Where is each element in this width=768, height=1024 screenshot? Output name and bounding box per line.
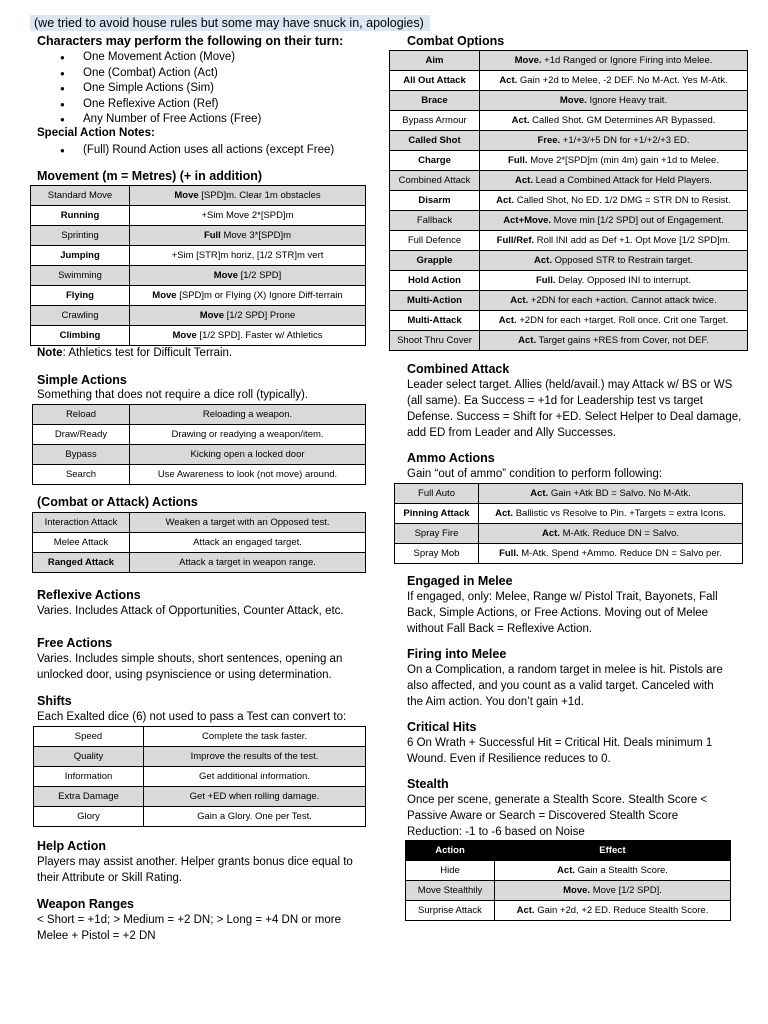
effect-text: [SPD]m. Clear 1m obstacles xyxy=(198,190,321,201)
weapon-ranges-text: < Short = +1d; > Medium = +2 DN; > Long = +4 DN or more Melee + Pistol = +2 DN xyxy=(37,914,341,942)
effect-text: Called Shot, No ED. 1/2 DMG = STR DN to Resist. xyxy=(514,195,731,206)
row-effect xyxy=(130,226,366,246)
table-row xyxy=(395,544,743,564)
table-row xyxy=(34,807,366,827)
row-label: Shoot Thru Cover xyxy=(390,331,480,351)
row-label: Surprise Attack xyxy=(406,901,495,921)
row-label: Ranged Attack xyxy=(33,553,130,573)
row-label: Flying xyxy=(31,286,130,306)
effect-text: Delay. Opposed INI to interrupt. xyxy=(555,275,692,286)
row-effect xyxy=(130,206,366,226)
table-row xyxy=(34,727,366,747)
row-effect: Use Awareness to look (not move) around. xyxy=(130,465,366,485)
table-header-row xyxy=(406,841,731,861)
effect-text: Lead a Combined Attack for Held Players. xyxy=(532,175,712,186)
table-row xyxy=(390,151,748,171)
ammo-actions-table xyxy=(394,483,743,564)
effect-keyword: Act. xyxy=(499,75,518,86)
effect-text: M-Atk. Reduce DN = Salvo. xyxy=(559,528,679,539)
row-label: Bypass Armour xyxy=(390,111,480,131)
effect-keyword: Act. xyxy=(496,195,515,206)
table-row xyxy=(33,445,366,465)
table-row xyxy=(406,881,731,901)
row-label: Bypass xyxy=(33,445,130,465)
ammo-actions-desc: Gain “out of ammo” condition to perform following: xyxy=(407,468,663,480)
row-effect xyxy=(130,306,366,326)
row-effect xyxy=(480,151,748,171)
table-row xyxy=(395,524,743,544)
movement-heading: Movement (m = Metres) (+ in addition) xyxy=(37,169,263,183)
table-row xyxy=(34,787,366,807)
effect-text: Roll INI add as Def +1. Opt Move [1/2 SPD]m. xyxy=(534,235,731,246)
help-action-heading: Help Action xyxy=(37,839,106,853)
help-action-text: Players may assist another. Helper grants bonus dice equal to their Attribute or Skill Rating. xyxy=(37,856,353,884)
list-item: ● Any Number of Free Actions (Free) xyxy=(37,112,367,128)
table-row xyxy=(31,226,366,246)
effect-keyword: Move xyxy=(172,330,197,341)
effect-text: [1/2 SPD]. Faster w/ Athletics xyxy=(196,330,323,341)
row-label: Multi-Action xyxy=(390,291,480,311)
table-row xyxy=(31,186,366,206)
effect-keyword: Act. xyxy=(518,335,537,346)
row-label: All Out Attack xyxy=(390,71,480,91)
row-label: Interaction Attack xyxy=(33,513,130,533)
row-effect xyxy=(130,186,366,206)
critical-hits-heading: Critical Hits xyxy=(407,720,477,734)
row-effect xyxy=(480,211,748,231)
effect-keyword: Act. xyxy=(498,315,517,326)
table-row xyxy=(31,266,366,286)
row-label: Full Defence xyxy=(390,231,480,251)
row-label: Sprinting xyxy=(31,226,130,246)
effect-text: Gain +Atk BD = Salvo. No M-Atk. xyxy=(548,488,691,499)
free-actions-heading: Free Actions xyxy=(37,636,113,650)
row-effect: Get additional information. xyxy=(144,767,366,787)
table-row xyxy=(390,331,748,351)
row-label: Called Shot xyxy=(390,131,480,151)
effect-keyword: Move. xyxy=(563,885,591,896)
row-label: Full Auto xyxy=(395,484,479,504)
note-text: : Athletics test for Difficult Terrain. xyxy=(62,347,233,359)
table-row xyxy=(390,251,748,271)
effect-text: Move min [1/2 SPD] out of Engagement. xyxy=(551,215,724,226)
row-label: Swimming xyxy=(31,266,130,286)
stealth-text: Once per scene, generate a Stealth Score. Stealth Score < Passive Aware or Search = Discovered Stealth Score Reduction: -1 to -6 based on Noise xyxy=(407,794,708,838)
effect-text: Gain +2d to Melee, -2 DEF. No M-Act. Yes M-Atk. xyxy=(517,75,728,86)
row-effect xyxy=(480,271,748,291)
row-label: Combined Attack xyxy=(390,171,480,191)
movement-table xyxy=(30,185,366,346)
table-row xyxy=(390,311,748,331)
table-row xyxy=(390,231,748,251)
row-effect xyxy=(130,266,366,286)
table-row xyxy=(390,71,748,91)
shifts-heading: Shifts xyxy=(37,694,72,708)
effect-keyword: Act. xyxy=(557,865,575,876)
row-label: Standard Move xyxy=(31,186,130,206)
effect-keyword: Full. xyxy=(499,548,519,559)
row-label: Spray Mob xyxy=(395,544,479,564)
row-label: Multi-Attack xyxy=(390,311,480,331)
row-label: Running xyxy=(31,206,130,226)
effect-text: +Sim Move 2*[SPD]m xyxy=(201,210,294,221)
table-row xyxy=(31,246,366,266)
effect-text: Target gains +RES from Cover, not DEF. xyxy=(536,335,709,346)
effect-text: +1d Ranged or Ignore Firing into Melee. xyxy=(541,55,713,66)
column-header: Effect xyxy=(495,841,731,861)
effect-text: Ballistic vs Resolve to Pin. +Targets = extra Icons. xyxy=(513,508,726,519)
effect-keyword: Move. xyxy=(559,95,587,106)
row-effect: Gain a Glory. One per Test. xyxy=(144,807,366,827)
table-row xyxy=(33,553,366,573)
turn-list xyxy=(37,50,367,128)
shifts-table xyxy=(33,726,366,827)
table-row xyxy=(390,51,748,71)
table-row xyxy=(395,504,743,524)
table-row xyxy=(34,767,366,787)
row-effect: Drawing or readying a weapon/item. xyxy=(130,425,366,445)
table-row xyxy=(390,111,748,131)
simple-actions-heading: Simple Actions xyxy=(37,373,127,387)
effect-text: M-Atk. Spend +Ammo. Reduce DN = Salvo per. xyxy=(518,548,722,559)
effect-text: +Sim [STR]m horiz, [1/2 STR]m vert xyxy=(171,250,324,261)
row-effect: Attack a target in weapon range. xyxy=(130,553,366,573)
weapon-ranges-heading: Weapon Ranges xyxy=(37,897,135,911)
effect-text: Move [1/2 SPD]. xyxy=(590,885,662,896)
intro-note: (we tried to avoid house rules but some may have snuck in, apologies) xyxy=(30,15,430,31)
combined-attack-heading: Combined Attack xyxy=(407,362,510,376)
row-label: Extra Damage xyxy=(34,787,144,807)
row-effect xyxy=(479,484,743,504)
row-effect xyxy=(480,131,748,151)
row-label: Melee Attack xyxy=(33,533,130,553)
effect-keyword: Full/Ref. xyxy=(496,235,535,246)
effect-keyword: Act. xyxy=(511,115,530,126)
row-effect xyxy=(480,111,748,131)
row-effect xyxy=(480,171,748,191)
row-effect xyxy=(480,51,748,71)
movement-note xyxy=(37,345,367,361)
effect-keyword: Move xyxy=(152,290,177,301)
row-effect xyxy=(480,191,748,211)
row-effect xyxy=(480,91,748,111)
table-row xyxy=(33,533,366,553)
effect-text: Move 3*[SPD]m xyxy=(220,230,292,241)
table-row xyxy=(390,211,748,231)
row-label: Climbing xyxy=(31,326,130,346)
table-row xyxy=(390,131,748,151)
table-row xyxy=(33,425,366,445)
ammo-actions-heading: Ammo Actions xyxy=(407,451,495,465)
row-label: Grapple xyxy=(390,251,480,271)
stealth-heading: Stealth xyxy=(407,777,449,791)
combat-options-table xyxy=(389,50,748,351)
row-effect: Get +ED when rolling damage. xyxy=(144,787,366,807)
effect-keyword: Free. xyxy=(537,135,561,146)
reflexive-text: Varies. Includes Attack of Opportunities, Counter Attack, etc. xyxy=(37,605,344,617)
row-label: Hide xyxy=(406,861,495,881)
effect-text: [SPD]m or Flying (X) Ignore Diff-terrain xyxy=(176,290,343,301)
effect-keyword: Move xyxy=(199,310,224,321)
row-label: Search xyxy=(33,465,130,485)
list-item: ● One Movement Action (Move) xyxy=(37,50,367,66)
free-actions-text: Varies. Includes simple shouts, short sentences, opening an unlocked door, using psyniscience or using determination. xyxy=(37,653,343,681)
critical-hits-text: 6 On Wrath + Successful Hit = Critical Hit. Deals minimum 1 Wound. Even if Resilience reduces to 0. xyxy=(407,737,713,765)
special-notes-heading: Special Action Notes: xyxy=(37,127,155,139)
effect-text: +2DN for each +target. Roll once. Crit one Target. xyxy=(516,315,729,326)
combat-actions-table xyxy=(32,512,366,573)
row-effect: Kicking open a locked door xyxy=(130,445,366,465)
effect-keyword: Act. xyxy=(495,508,514,519)
row-label: Charge xyxy=(390,151,480,171)
column-header: Action xyxy=(406,841,495,861)
effect-text: [1/2 SPD] xyxy=(237,270,282,281)
effect-text: Opposed STR to Restrain target. xyxy=(551,255,693,266)
row-label: Glory xyxy=(34,807,144,827)
row-effect: Weaken a target with an Opposed test. xyxy=(130,513,366,533)
row-effect xyxy=(495,901,731,921)
row-label: Disarm xyxy=(390,191,480,211)
list-item: ● (Full) Round Action uses all actions (except Free) xyxy=(37,143,367,159)
row-label: Hold Action xyxy=(390,271,480,291)
table-row xyxy=(31,286,366,306)
effect-keyword: Move xyxy=(213,270,238,281)
simple-actions-table xyxy=(32,404,366,485)
row-effect xyxy=(495,881,731,901)
table-row xyxy=(33,465,366,485)
effect-keyword: Act+Move. xyxy=(503,215,552,226)
row-effect xyxy=(479,524,743,544)
table-row xyxy=(390,271,748,291)
table-row xyxy=(34,747,366,767)
row-label: Jumping xyxy=(31,246,130,266)
firing-into-melee-heading: Firing into Melee xyxy=(407,647,507,661)
row-effect xyxy=(480,251,748,271)
table-row xyxy=(31,306,366,326)
shifts-desc: Each Exalted dice (6) not used to pass a Test can convert to: xyxy=(37,711,347,723)
table-row xyxy=(390,171,748,191)
effect-text: Move 2*[SPD]m (min 4m) gain +1d to Melee. xyxy=(527,155,719,166)
table-row xyxy=(33,513,366,533)
effect-text: Called Shot. GM Determines AR Bypassed. xyxy=(529,115,716,126)
effect-text: Gain +2d, +2 ED. Reduce Stealth Score. xyxy=(534,905,709,916)
engaged-heading: Engaged in Melee xyxy=(407,574,513,588)
combat-options-heading: Combat Options xyxy=(407,34,505,48)
effect-keyword: Move xyxy=(174,190,199,201)
row-label: Quality xyxy=(34,747,144,767)
row-effect xyxy=(130,326,366,346)
table-row xyxy=(390,291,748,311)
row-label: Move Stealthily xyxy=(406,881,495,901)
row-effect xyxy=(480,311,748,331)
row-effect: Improve the results of the test. xyxy=(144,747,366,767)
combined-attack-text: Leader select target. Allies (held/avail.) may Attack w/ BS or WS (all same). Ea Success = +1d for Leadership test vs target Defense. Success = Shift for +ED. Select Helper to Deal damage, add ED from Leader and Ally Successes. xyxy=(407,379,742,439)
effect-text: +2DN for each +action. Cannot attack twice. xyxy=(528,295,717,306)
table-row xyxy=(31,326,366,346)
effect-keyword: Act. xyxy=(516,905,535,916)
row-label: Draw/Ready xyxy=(33,425,130,445)
effect-keyword: Full. xyxy=(508,155,528,166)
effect-keyword: Act. xyxy=(530,488,549,499)
note-label: Note xyxy=(37,347,63,359)
row-label: Aim xyxy=(390,51,480,71)
effect-text: [1/2 SPD] Prone xyxy=(224,310,296,321)
row-effect xyxy=(480,231,748,251)
effect-text: Gain a Stealth Score. xyxy=(575,865,668,876)
row-effect: Complete the task faster. xyxy=(144,727,366,747)
effect-keyword: Act. xyxy=(541,528,560,539)
row-effect xyxy=(495,861,731,881)
effect-keyword: Full xyxy=(203,230,221,241)
special-notes-list xyxy=(37,143,367,159)
effect-keyword: Act. xyxy=(515,175,533,186)
engaged-text: If engaged, only: Melee, Range w/ Pistol Trait, Bayonets, Fall Back, Simple Actions, or Free Actions. Moving out of Melee without Fall Back = Reflexive Action. xyxy=(407,591,718,635)
table-row xyxy=(406,861,731,881)
list-item: ● One (Combat) Action (Act) xyxy=(37,66,367,82)
effect-text: +1/+3/+5 DN for +1/+2/+3 ED. xyxy=(560,135,690,146)
firing-into-melee-text: On a Complication, a random target in melee is hit. Pistols are also affected, and you count as a valid target. Canceled with the Aim action. You don’t gain +1d. xyxy=(407,664,723,708)
row-effect xyxy=(480,291,748,311)
row-label: Information xyxy=(34,767,144,787)
row-label: Reload xyxy=(33,405,130,425)
effect-keyword: Move. xyxy=(514,55,542,66)
turn-heading: Characters may perform the following on their turn: xyxy=(37,34,344,48)
row-label: Crawling xyxy=(31,306,130,326)
row-label: Fallback xyxy=(390,211,480,231)
row-effect xyxy=(130,286,366,306)
simple-actions-desc: Something that does not require a dice roll (typically). xyxy=(37,389,309,401)
combat-actions-heading: (Combat or Attack) Actions xyxy=(37,495,198,509)
effect-keyword: Full. xyxy=(535,275,556,286)
row-effect: Reloading a weapon. xyxy=(130,405,366,425)
list-item: ● One Reflexive Action (Ref) xyxy=(37,97,367,113)
row-effect xyxy=(130,246,366,266)
list-item: ● One Simple Actions (Sim) xyxy=(37,81,367,97)
row-label: Speed xyxy=(34,727,144,747)
table-row xyxy=(390,91,748,111)
row-effect xyxy=(480,71,748,91)
effect-text: Ignore Heavy trait. xyxy=(586,95,668,106)
table-row xyxy=(390,191,748,211)
row-label: Brace xyxy=(390,91,480,111)
row-effect xyxy=(480,331,748,351)
row-label: Pinning Attack xyxy=(395,504,479,524)
effect-keyword: Act. xyxy=(534,255,552,266)
table-row xyxy=(406,901,731,921)
table-row xyxy=(395,484,743,504)
table-row xyxy=(33,405,366,425)
row-effect xyxy=(479,544,743,564)
row-effect xyxy=(479,504,743,524)
row-effect: Attack an engaged target. xyxy=(130,533,366,553)
effect-keyword: Act. xyxy=(510,295,529,306)
stealth-table xyxy=(405,840,731,921)
reflexive-heading: Reflexive Actions xyxy=(37,588,141,602)
row-label: Spray Fire xyxy=(395,524,479,544)
table-row xyxy=(31,206,366,226)
